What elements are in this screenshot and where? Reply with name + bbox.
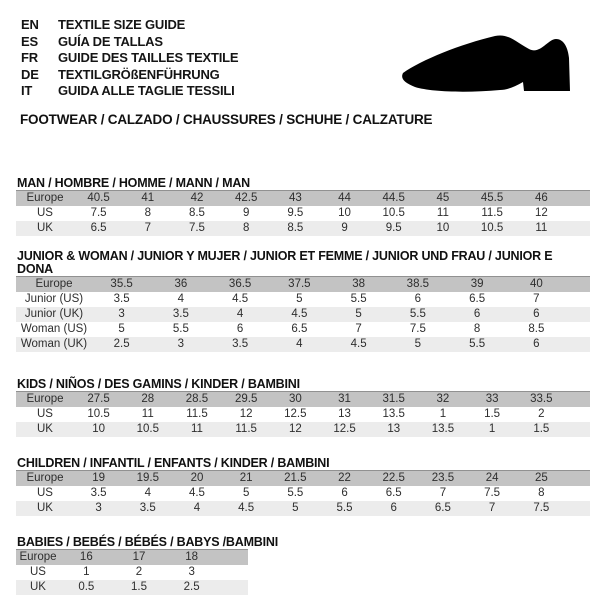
size-value-cell: 4 — [296, 338, 303, 350]
size-value-cell: 19 — [92, 472, 105, 484]
size-value-cell: 4.5 — [350, 338, 367, 350]
size-value-cell: 12 — [239, 408, 253, 420]
filler-cell — [566, 471, 590, 487]
size-value-cell: 7.5 — [533, 502, 550, 514]
size-value-cell: 7.5 — [484, 487, 501, 499]
size-value-cell: 4 — [177, 293, 185, 305]
row-label: Europe — [26, 192, 64, 204]
size-value-cell: 35.5 — [110, 278, 133, 290]
row-label: Europe — [35, 278, 73, 290]
filler-cell — [566, 407, 590, 422]
language-code: DE — [21, 66, 39, 82]
size-value-cell: 6.5 — [434, 502, 451, 514]
size-value-cell: 5 — [296, 293, 303, 305]
size-value-cell: 19.5 — [136, 472, 159, 484]
size-value-cell: 39 — [470, 278, 484, 290]
language-label: TEXTILGRÖßENFÜHRUNG — [58, 66, 220, 82]
size-value-cell: 5 — [414, 338, 422, 350]
size-value-cell: 1.5 — [484, 408, 501, 420]
size-value-cell: 11.5 — [235, 423, 257, 435]
size-value-cell: 4.5 — [232, 293, 249, 305]
man-size-section — [16, 177, 590, 236]
size-header-row — [16, 550, 248, 566]
size-value-cell: 1 — [488, 423, 496, 435]
language-label: GUÍA DE TALLAS — [58, 33, 163, 49]
row-label: Woman (US) — [20, 323, 88, 335]
size-value-cell: 5 — [118, 323, 125, 335]
row-label: US — [37, 408, 53, 420]
size-value-cell: 2 — [538, 408, 545, 420]
size-value-cell: 6 — [473, 308, 481, 320]
size-value-cell: 3.5 — [113, 293, 130, 305]
size-row — [16, 337, 590, 352]
man-size-table — [16, 190, 590, 236]
size-value-cell: 4.5 — [238, 502, 255, 514]
size-row — [16, 322, 590, 337]
size-value-cell: 5.5 — [469, 338, 486, 350]
size-value-cell: 7.5 — [90, 207, 107, 219]
size-value-cell: 1 — [439, 408, 447, 420]
row-label: Junior (UK) — [24, 308, 84, 320]
size-row — [16, 501, 590, 516]
size-value-cell: 5 — [292, 502, 299, 514]
size-value-cell: 17 — [132, 551, 146, 563]
size-value-cell: 9 — [242, 207, 250, 219]
size-value-cell: 40.5 — [87, 192, 110, 204]
language-code: EN — [21, 17, 39, 32]
table-title-children: CHILDREN / INFANTIL / ENFANTS / KINDER / BAMBINI — [17, 456, 330, 470]
size-value-cell: 3 — [95, 502, 102, 514]
language-code: IT — [21, 83, 33, 99]
filler-cell — [566, 191, 590, 207]
size-header-row — [16, 471, 590, 487]
size-value-cell: 44 — [338, 192, 351, 204]
filler-cell — [566, 337, 590, 352]
children-size-table — [16, 470, 590, 516]
size-value-cell: 38 — [352, 278, 366, 290]
babies-size-section — [16, 536, 590, 595]
size-value-cell: 5.5 — [350, 293, 367, 305]
size-value-cell: 12 — [534, 207, 548, 219]
size-value-cell: 5.5 — [336, 502, 353, 514]
size-value-cell: 5.5 — [409, 308, 426, 320]
size-value-cell: 1.5 — [533, 423, 550, 435]
filler-cell — [566, 292, 590, 307]
row-label: Junior (US) — [24, 293, 84, 305]
size-value-cell: 25 — [534, 472, 548, 484]
size-value-cell: 12.5 — [284, 408, 307, 420]
size-value-cell: 10 — [92, 423, 105, 435]
size-value-cell: 11 — [436, 207, 449, 219]
size-row — [16, 206, 590, 221]
size-row — [16, 565, 248, 580]
size-value-cell: 32 — [436, 393, 450, 405]
category-line: FOOTWEAR / CALZADO / CHAUSSURES / SCHUHE / CALZATURE — [20, 111, 433, 127]
size-value-cell: 40 — [529, 278, 543, 290]
size-value-cell: 3 — [118, 308, 125, 320]
size-value-cell: 42 — [190, 192, 204, 204]
size-value-cell: 13.5 — [382, 408, 405, 420]
size-value-cell: 7 — [488, 502, 496, 514]
children-size-section — [16, 457, 590, 516]
language-label: GUIDA ALLE TAGLIE TESSILI — [58, 83, 235, 99]
size-value-cell: 31.5 — [382, 393, 405, 405]
size-value-cell: 37.5 — [288, 278, 311, 290]
size-row — [16, 407, 590, 422]
header — [0, 0, 600, 177]
size-value-cell: 1.5 — [130, 581, 147, 593]
size-value-cell: 24 — [485, 472, 499, 484]
size-value-cell: 7 — [355, 323, 362, 335]
size-value-cell: 45 — [436, 192, 450, 204]
size-value-cell: 12 — [288, 423, 302, 435]
size-value-cell: 6.5 — [385, 487, 402, 499]
size-row — [16, 221, 590, 236]
size-value-cell: 22.5 — [382, 472, 405, 484]
language-label: GUIDE DES TAILLES TEXTILE — [58, 50, 239, 66]
size-value-cell: 11 — [190, 423, 203, 435]
size-value-cell: 28.5 — [185, 393, 209, 405]
size-value-cell: 27.5 — [87, 393, 110, 405]
size-value-cell: 8 — [242, 222, 250, 234]
row-label: US — [30, 566, 46, 578]
size-value-cell: 31 — [338, 393, 351, 405]
size-value-cell: 21 — [239, 472, 253, 484]
size-value-cell: 6 — [533, 338, 540, 350]
size-row — [16, 486, 590, 501]
table-title-babies: BABIES / BEBÉS / BÉBÉS / BABYS /BAMBINI — [17, 535, 278, 549]
size-value-cell: 16 — [79, 551, 93, 563]
size-value-cell: 43 — [288, 192, 302, 204]
size-value-cell: 2 — [135, 566, 143, 578]
size-value-cell: 21.5 — [284, 472, 307, 484]
size-value-cell: 6 — [390, 502, 397, 514]
size-value-cell: 33.5 — [530, 393, 553, 405]
size-value-cell: 1 — [83, 566, 90, 578]
filler-cell — [566, 206, 590, 221]
size-value-cell: 8.5 — [528, 323, 545, 335]
row-label: UK — [30, 581, 46, 593]
size-value-cell: 22 — [338, 472, 351, 484]
row-label: Europe — [26, 393, 64, 405]
size-value-cell: 0.5 — [78, 581, 95, 593]
size-value-cell: 4.5 — [291, 308, 308, 320]
size-value-cell: 8 — [144, 207, 151, 219]
size-value-cell: 4.5 — [188, 487, 205, 499]
filler-cell — [218, 565, 248, 580]
table-title-kids: KIDS / NIÑOS / DES GAMINS / KINDER / BAMBINI — [17, 377, 300, 391]
row-label: Woman (UK) — [20, 338, 88, 350]
size-value-cell: 46 — [534, 192, 548, 204]
filler-cell — [218, 580, 248, 595]
size-value-cell: 8 — [473, 323, 481, 335]
filler-cell — [566, 277, 590, 293]
size-value-cell: 30 — [288, 393, 302, 405]
size-value-cell: 10.5 — [382, 207, 405, 219]
size-value-cell: 13 — [387, 423, 401, 435]
size-value-cell: 12.5 — [333, 423, 356, 435]
size-value-cell: 42.5 — [234, 192, 258, 204]
table-title-junior-woman: JUNIOR & WOMAN / JUNIOR Y MUJER / JUNIOR ET FEMME / JUNIOR UND FRAU / JUNIOR E DONA — [17, 249, 553, 276]
size-header-row — [16, 277, 590, 293]
filler-cell — [566, 307, 590, 322]
kids-size-table — [16, 391, 590, 437]
row-label: US — [37, 487, 53, 499]
size-value-cell: 44.5 — [382, 192, 405, 204]
row-label: Europe — [26, 472, 64, 484]
size-value-cell: 6.5 — [90, 222, 107, 234]
size-value-cell: 9.5 — [287, 207, 304, 219]
size-header-row — [16, 392, 590, 408]
size-value-cell: 5.5 — [172, 323, 189, 335]
size-value-cell: 10 — [338, 207, 351, 219]
size-value-cell: 8.5 — [287, 222, 304, 234]
size-value-cell: 10 — [436, 222, 450, 234]
filler-cell — [566, 501, 590, 516]
size-value-cell: 3.5 — [232, 338, 249, 350]
size-value-cell: 5 — [355, 308, 362, 320]
size-value-cell: 10.5 — [480, 222, 504, 234]
size-value-cell: 6.5 — [469, 293, 486, 305]
size-value-cell: 13 — [338, 408, 351, 420]
size-value-cell: 11 — [535, 222, 548, 234]
size-value-cell: 5 — [242, 487, 250, 499]
size-value-cell: 11.5 — [481, 207, 503, 219]
size-value-cell: 7 — [144, 222, 151, 234]
size-value-cell: 7 — [439, 487, 447, 499]
size-value-cell: 41 — [141, 192, 155, 204]
size-value-cell: 23.5 — [431, 472, 455, 484]
size-header-row — [16, 191, 590, 207]
size-value-cell: 3 — [177, 338, 185, 350]
size-value-cell: 4 — [193, 502, 201, 514]
size-value-cell: 6 — [414, 293, 422, 305]
row-label: US — [37, 207, 53, 219]
table-title-man: MAN / HOMBRE / HOMME / MANN / MAN — [17, 176, 250, 190]
size-value-cell: 6 — [236, 323, 244, 335]
size-value-cell: 2.5 — [113, 338, 130, 350]
size-value-cell: 13.5 — [431, 423, 455, 435]
size-value-cell: 20 — [190, 472, 204, 484]
size-value-cell: 7.5 — [188, 222, 205, 234]
filler-cell — [566, 422, 590, 437]
size-value-cell: 9.5 — [385, 222, 402, 234]
size-value-cell: 18 — [185, 551, 199, 563]
size-value-cell: 29.5 — [234, 393, 258, 405]
junior-woman-size-section — [16, 250, 590, 352]
size-value-cell: 36.5 — [228, 278, 252, 290]
size-value-cell: 11 — [141, 408, 154, 420]
language-code: FR — [21, 50, 38, 66]
size-value-cell: 11.5 — [186, 408, 208, 420]
row-label: UK — [37, 423, 53, 435]
language-label: TEXTILE SIZE GUIDE — [58, 17, 186, 32]
size-value-cell: 36 — [174, 278, 188, 290]
size-value-cell: 6 — [533, 308, 540, 320]
size-value-cell: 8.5 — [188, 207, 205, 219]
size-row — [16, 292, 590, 307]
filler-cell — [566, 486, 590, 501]
row-label: UK — [37, 502, 53, 514]
size-value-cell: 9 — [341, 222, 348, 234]
size-value-cell: 7 — [533, 293, 540, 305]
shoe-icon — [393, 22, 573, 102]
junior-woman-size-table — [16, 276, 590, 352]
size-value-cell: 45.5 — [480, 192, 504, 204]
filler-cell — [566, 322, 590, 337]
filler-cell — [218, 550, 248, 566]
kids-size-section — [16, 378, 590, 437]
language-code: ES — [21, 33, 38, 49]
size-value-cell: 10.5 — [87, 408, 110, 420]
size-value-cell: 10.5 — [136, 423, 159, 435]
size-row — [16, 422, 590, 437]
size-value-cell: 3.5 — [139, 502, 156, 514]
size-value-cell: 3.5 — [172, 308, 189, 320]
size-value-cell: 4 — [144, 487, 151, 499]
size-value-cell: 2.5 — [183, 581, 200, 593]
size-row — [16, 580, 248, 595]
size-value-cell: 6.5 — [291, 323, 308, 335]
filler-cell — [566, 221, 590, 236]
size-value-cell: 6 — [341, 487, 348, 499]
row-label: UK — [37, 222, 53, 234]
filler-cell — [566, 392, 590, 408]
size-value-cell: 28 — [141, 393, 155, 405]
row-label: Europe — [19, 551, 57, 563]
babies-size-table — [16, 549, 248, 595]
size-value-cell: 3.5 — [90, 487, 107, 499]
size-value-cell: 8 — [538, 487, 545, 499]
size-value-cell: 4 — [236, 308, 244, 320]
size-row — [16, 307, 590, 322]
size-value-cell: 5.5 — [287, 487, 304, 499]
size-value-cell: 33 — [485, 393, 499, 405]
size-value-cell: 3 — [188, 566, 195, 578]
size-value-cell: 38.5 — [406, 278, 430, 290]
size-value-cell: 7.5 — [409, 323, 426, 335]
